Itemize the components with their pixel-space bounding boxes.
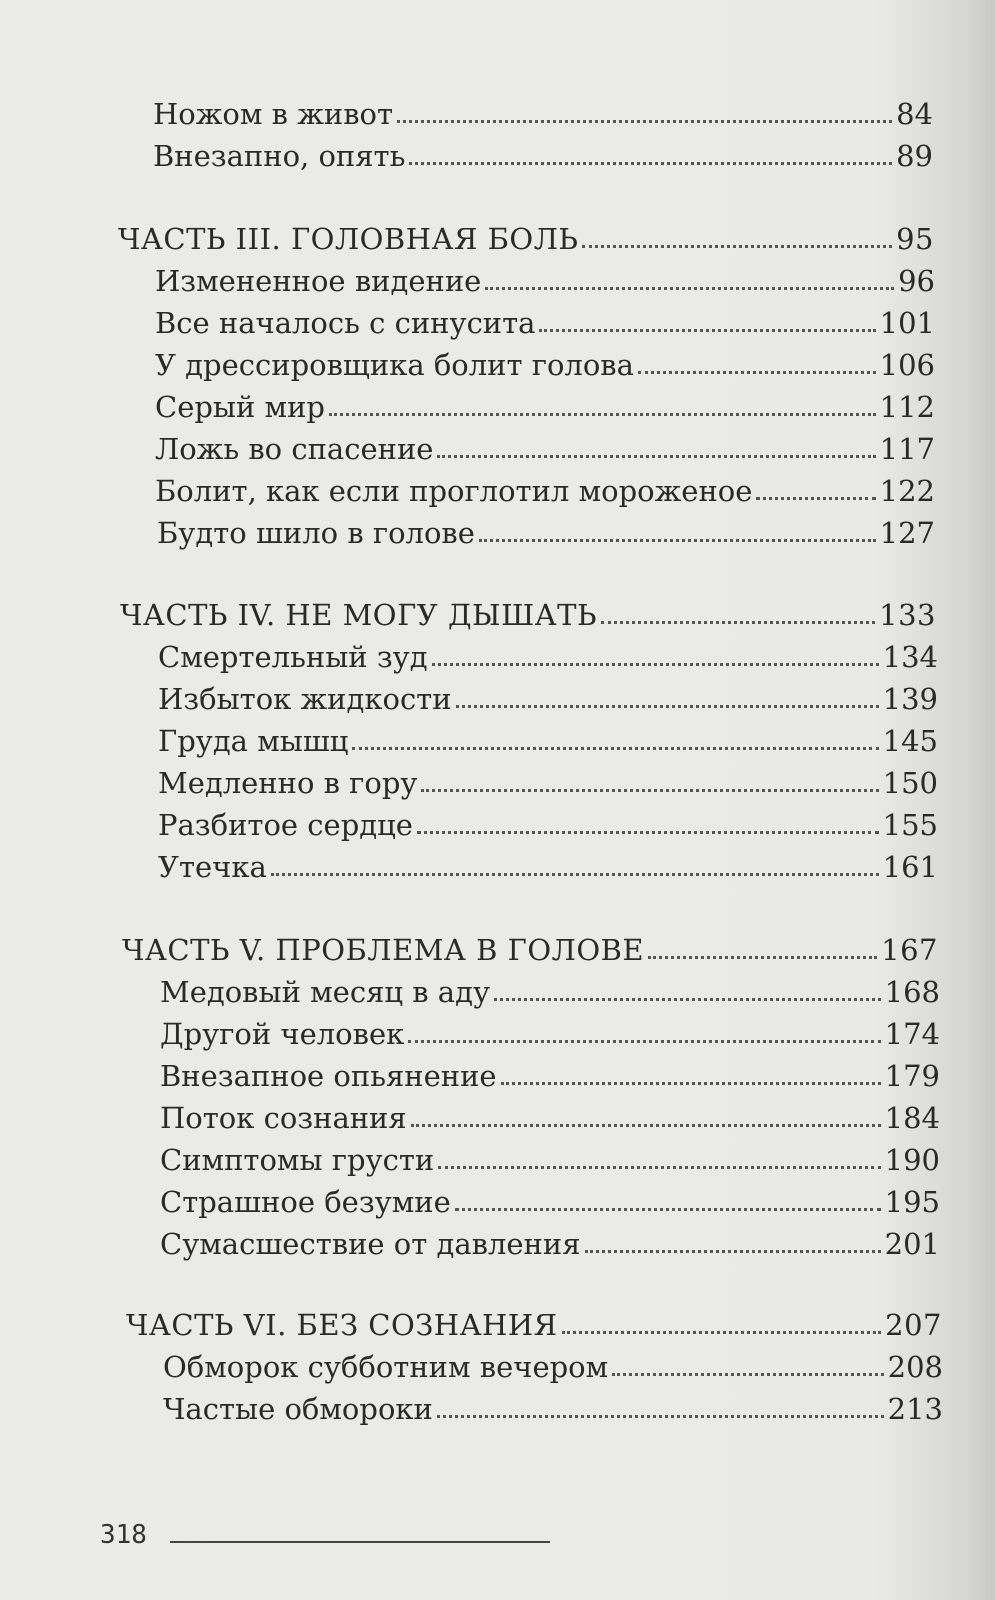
toc-title: ЧАСТЬ VI. БЕЗ СОЗНАНИЯ [126, 1308, 558, 1342]
toc-title: ЧАСТЬ IV. НЕ МОГУ ДЫШАТЬ [120, 598, 598, 632]
toc-entry-14 [158, 765, 938, 801]
toc-page: 101 [879, 306, 935, 340]
toc-entry-16 [158, 849, 938, 885]
toc-title: Симптомы грусти [160, 1143, 435, 1177]
leader-dots [455, 1208, 881, 1211]
toc-title: Утечка [158, 850, 267, 884]
toc-page: 179 [884, 1059, 940, 1093]
leader-dots [421, 789, 878, 792]
toc-title: Болит, как если проглотил мороженое [155, 474, 753, 508]
toc-entry-4 [155, 305, 935, 341]
toc-entry-0 [153, 96, 933, 132]
leader-dots [329, 413, 876, 416]
toc-entry-24 [160, 1226, 940, 1262]
toc-title: ЧАСТЬ III. ГОЛОВНАЯ БОЛЬ [118, 222, 579, 256]
leader-dots [612, 1373, 883, 1376]
leader-dots [409, 162, 892, 165]
leader-dots [397, 120, 892, 123]
toc-part-6 [126, 1307, 942, 1343]
toc-page: 208 [887, 1350, 943, 1384]
toc-part-4 [120, 597, 936, 633]
toc-title: Избыток жидкости [158, 682, 452, 716]
toc-title: Все началось с синусита [155, 306, 536, 340]
toc-page: 106 [879, 348, 935, 382]
leader-dots [485, 287, 894, 290]
leader-dots [438, 1166, 880, 1169]
toc-title: Разбитое сердце [158, 808, 413, 842]
toc-entry-1 [153, 138, 933, 174]
toc-entry-5 [155, 347, 935, 383]
toc-title: Медленно в гору [158, 766, 418, 800]
footer-rule [170, 1541, 550, 1543]
toc-page: 168 [884, 975, 940, 1009]
toc-page: 174 [884, 1017, 940, 1051]
toc-page: 184 [884, 1101, 940, 1135]
toc-title: Будто шило в голове [157, 516, 475, 550]
leader-dots [494, 998, 881, 1001]
toc-part-3 [118, 221, 934, 257]
toc-entry-9 [157, 515, 935, 551]
leader-dots [408, 1040, 880, 1043]
toc-title: Ложь во спасение [155, 432, 434, 466]
leader-dots [479, 539, 876, 542]
toc-page: 96 [898, 264, 935, 298]
leader-dots [582, 245, 892, 248]
toc-entry-15 [158, 807, 938, 843]
toc-entry-20 [160, 1058, 940, 1094]
toc-entry-18 [160, 974, 940, 1010]
toc-page: 167 [881, 933, 938, 967]
toc-title: У дрессировщика болит голова [155, 348, 634, 382]
toc-entry-23 [160, 1184, 940, 1220]
leader-dots [601, 621, 875, 624]
toc-page: 133 [879, 598, 936, 632]
toc-page: 127 [879, 516, 935, 550]
leader-dots [562, 1331, 882, 1334]
toc-page: 161 [882, 850, 938, 884]
toc-title: Сумасшествие от давления [160, 1227, 581, 1261]
leader-dots [437, 455, 875, 458]
toc-entry-22 [160, 1142, 940, 1178]
toc-page: 155 [882, 808, 938, 842]
toc-page: 95 [896, 222, 934, 256]
leader-dots [756, 497, 875, 500]
toc-entry-19 [160, 1016, 940, 1052]
leader-dots [271, 873, 879, 876]
toc-page: 207 [885, 1308, 942, 1342]
toc-part-5 [122, 932, 938, 968]
toc-title: Серый мир [155, 390, 325, 424]
toc-page: 112 [879, 390, 935, 424]
leader-dots [456, 705, 879, 708]
leader-dots [501, 1082, 881, 1085]
toc-entry-11 [158, 639, 938, 675]
toc-page: 145 [882, 724, 938, 758]
page-number: 318 [100, 1520, 147, 1550]
leader-dots [437, 1415, 884, 1418]
toc-entry-13 [158, 723, 938, 759]
toc-title: Частые обмороки [163, 1392, 433, 1426]
toc-entry-26 [163, 1349, 943, 1385]
toc-page: 213 [887, 1392, 943, 1426]
toc-title: Внезапное опьянение [160, 1059, 497, 1093]
toc-page: 122 [879, 474, 935, 508]
leader-dots [352, 747, 878, 750]
toc-page: 190 [884, 1143, 940, 1177]
toc-entry-7 [155, 431, 935, 467]
toc-page: 195 [884, 1185, 940, 1219]
leader-dots [585, 1250, 881, 1253]
toc-page: 134 [882, 640, 938, 674]
toc-title: Обморок субботним вечером [163, 1350, 609, 1384]
toc-entry-8 [155, 473, 935, 509]
toc-entry-21 [160, 1100, 940, 1136]
toc-page: 89 [896, 139, 933, 173]
leader-dots [648, 956, 877, 959]
toc-page: 201 [884, 1227, 940, 1261]
toc-page: 117 [879, 432, 935, 466]
leader-dots [417, 831, 879, 834]
toc-title: Ножом в живот [153, 97, 394, 131]
leader-dots [539, 329, 875, 332]
toc-page: 84 [896, 97, 933, 131]
toc-title: ЧАСТЬ V. ПРОБЛЕМА В ГОЛОВЕ [122, 933, 645, 967]
toc-title: Медовый месяц в аду [160, 975, 491, 1009]
toc-entry-6 [155, 389, 935, 425]
toc-page: 150 [882, 766, 938, 800]
toc-title: Поток сознания [160, 1101, 407, 1135]
toc-title: Груда мышц [158, 724, 349, 758]
leader-dots [411, 1124, 881, 1127]
leader-dots [638, 371, 876, 374]
toc-title: Страшное безумие [160, 1185, 451, 1219]
toc-entry-27 [163, 1391, 943, 1427]
toc-entry-3 [155, 263, 935, 299]
toc-title: Смертельный зуд [158, 640, 428, 674]
toc-entry-12 [158, 681, 938, 717]
toc-title: Другой человек [160, 1017, 405, 1051]
toc-title: Измененное видение [155, 264, 482, 298]
toc-title: Внезапно, опять [153, 139, 406, 173]
leader-dots [432, 663, 879, 666]
toc-page: 139 [882, 682, 938, 716]
